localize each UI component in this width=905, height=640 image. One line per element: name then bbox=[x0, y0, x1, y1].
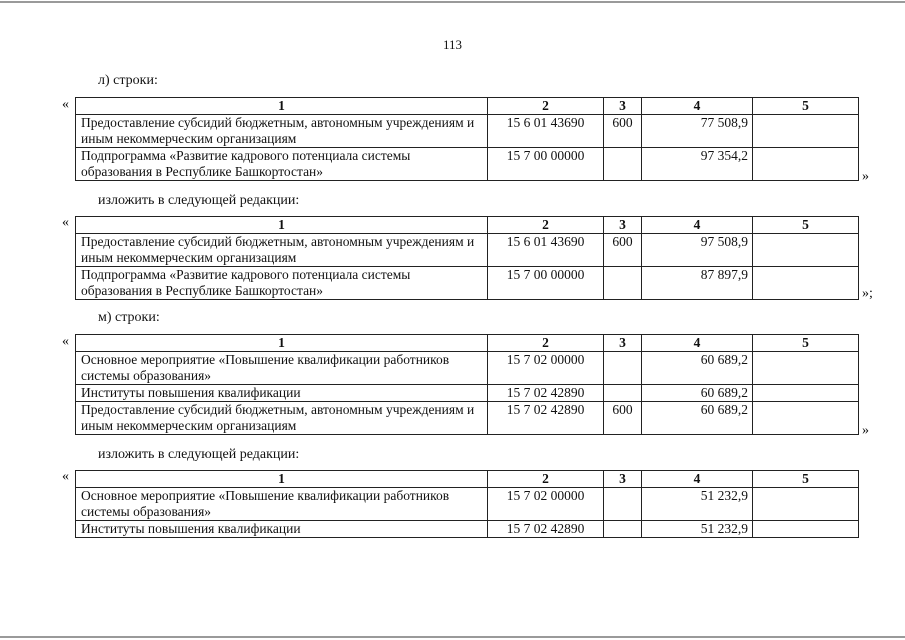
close-quote: » bbox=[862, 423, 869, 438]
page-number: 113 bbox=[442, 37, 463, 52]
close-quote-semicolon: »; bbox=[862, 286, 873, 301]
row-code-cell: 15 7 00 00000 bbox=[488, 267, 604, 300]
open-quote: « bbox=[62, 334, 69, 349]
column-header-3: 3 bbox=[604, 471, 642, 488]
table-header-row bbox=[76, 98, 859, 115]
row-vr-cell bbox=[604, 267, 642, 300]
table-row bbox=[76, 148, 859, 181]
column-header-2: 2 bbox=[488, 335, 604, 352]
close-quote: » bbox=[862, 169, 869, 184]
table-new-m bbox=[75, 470, 859, 538]
column-header-1: 1 bbox=[76, 335, 488, 352]
open-quote: « bbox=[62, 97, 69, 112]
row-name-cell: Предоставление субсидий бюджетным, автономным учреждениям и иным некоммерческим организациям bbox=[76, 115, 488, 148]
row-code-cell: 15 7 02 00000 bbox=[488, 352, 604, 385]
caption-redaction-2: изложить в следующей редакции: bbox=[98, 447, 300, 462]
row-vr-cell: 600 bbox=[604, 115, 642, 148]
table-row bbox=[76, 385, 859, 402]
table-header-row bbox=[76, 471, 859, 488]
row-sum-cell: 77 508,9 bbox=[642, 115, 753, 148]
table-row bbox=[76, 402, 859, 435]
row-vr-cell bbox=[604, 521, 642, 538]
column-header-5: 5 bbox=[753, 217, 859, 234]
row-code-cell: 15 7 02 42890 bbox=[488, 521, 604, 538]
table-row bbox=[76, 234, 859, 267]
column-header-2: 2 bbox=[488, 98, 604, 115]
row-col5-cell bbox=[753, 385, 859, 402]
open-quote: « bbox=[62, 215, 69, 230]
row-col5-cell bbox=[753, 352, 859, 385]
column-header-4: 4 bbox=[642, 98, 753, 115]
table-new-l bbox=[75, 216, 859, 300]
row-vr-cell bbox=[604, 352, 642, 385]
row-code-cell: 15 7 02 42890 bbox=[488, 385, 604, 402]
table-row bbox=[76, 521, 859, 538]
row-vr-cell: 600 bbox=[604, 402, 642, 435]
table-row bbox=[76, 267, 859, 300]
row-code-cell: 15 6 01 43690 bbox=[488, 115, 604, 148]
row-name-cell: Основное мероприятие «Повышение квалификации работников системы образования» bbox=[76, 488, 488, 521]
row-vr-cell bbox=[604, 148, 642, 181]
row-col5-cell bbox=[753, 521, 859, 538]
column-header-2: 2 bbox=[488, 217, 604, 234]
row-sum-cell: 60 689,2 bbox=[642, 402, 753, 435]
column-header-1: 1 bbox=[76, 471, 488, 488]
row-col5-cell bbox=[753, 402, 859, 435]
row-sum-cell: 97 354,2 bbox=[642, 148, 753, 181]
table-row bbox=[76, 352, 859, 385]
row-name-cell: Предоставление субсидий бюджетным, автономным учреждениям и иным некоммерческим организациям bbox=[76, 234, 488, 267]
column-header-1: 1 bbox=[76, 217, 488, 234]
row-vr-cell bbox=[604, 488, 642, 521]
row-sum-cell: 51 232,9 bbox=[642, 521, 753, 538]
row-name-cell: Институты повышения квалификации bbox=[76, 521, 488, 538]
row-sum-cell: 60 689,2 bbox=[642, 385, 753, 402]
column-header-2: 2 bbox=[488, 471, 604, 488]
column-header-4: 4 bbox=[642, 335, 753, 352]
row-name-cell: Подпрограмма «Развитие кадрового потенциала системы образования в Республике Башкортостан» bbox=[76, 148, 488, 181]
row-sum-cell: 51 232,9 bbox=[642, 488, 753, 521]
row-vr-cell bbox=[604, 385, 642, 402]
row-sum-cell: 60 689,2 bbox=[642, 352, 753, 385]
table-header-row bbox=[76, 217, 859, 234]
row-name-cell: Предоставление субсидий бюджетным, автономным учреждениям и иным некоммерческим организациям bbox=[76, 402, 488, 435]
caption-redaction-1: изложить в следующей редакции: bbox=[98, 193, 300, 208]
row-name-cell: Основное мероприятие «Повышение квалификации работников системы образования» bbox=[76, 352, 488, 385]
scan-bottom-edge bbox=[0, 636, 905, 638]
row-col5-cell bbox=[753, 148, 859, 181]
row-code-cell: 15 7 00 00000 bbox=[488, 148, 604, 181]
table-old-l bbox=[75, 97, 859, 181]
open-quote: « bbox=[62, 469, 69, 484]
row-col5-cell bbox=[753, 115, 859, 148]
column-header-3: 3 bbox=[604, 335, 642, 352]
row-col5-cell bbox=[753, 234, 859, 267]
row-col5-cell bbox=[753, 488, 859, 521]
row-sum-cell: 97 508,9 bbox=[642, 234, 753, 267]
column-header-3: 3 bbox=[604, 98, 642, 115]
column-header-3: 3 bbox=[604, 217, 642, 234]
scan-top-edge bbox=[0, 1, 905, 3]
table-row bbox=[76, 488, 859, 521]
column-header-1: 1 bbox=[76, 98, 488, 115]
row-code-cell: 15 7 02 00000 bbox=[488, 488, 604, 521]
row-name-cell: Подпрограмма «Развитие кадрового потенциала системы образования в Республике Башкортостан» bbox=[76, 267, 488, 300]
row-col5-cell bbox=[753, 267, 859, 300]
row-code-cell: 15 6 01 43690 bbox=[488, 234, 604, 267]
row-vr-cell: 600 bbox=[604, 234, 642, 267]
table-header-row bbox=[76, 335, 859, 352]
column-header-5: 5 bbox=[753, 335, 859, 352]
column-header-4: 4 bbox=[642, 471, 753, 488]
column-header-5: 5 bbox=[753, 471, 859, 488]
row-sum-cell: 87 897,9 bbox=[642, 267, 753, 300]
row-code-cell: 15 7 02 42890 bbox=[488, 402, 604, 435]
table-old-m bbox=[75, 334, 859, 435]
row-name-cell: Институты повышения квалификации bbox=[76, 385, 488, 402]
column-header-4: 4 bbox=[642, 217, 753, 234]
caption-section-l: л) строки: bbox=[98, 73, 158, 88]
caption-section-m: м) строки: bbox=[98, 310, 160, 325]
table-row bbox=[76, 115, 859, 148]
column-header-5: 5 bbox=[753, 98, 859, 115]
